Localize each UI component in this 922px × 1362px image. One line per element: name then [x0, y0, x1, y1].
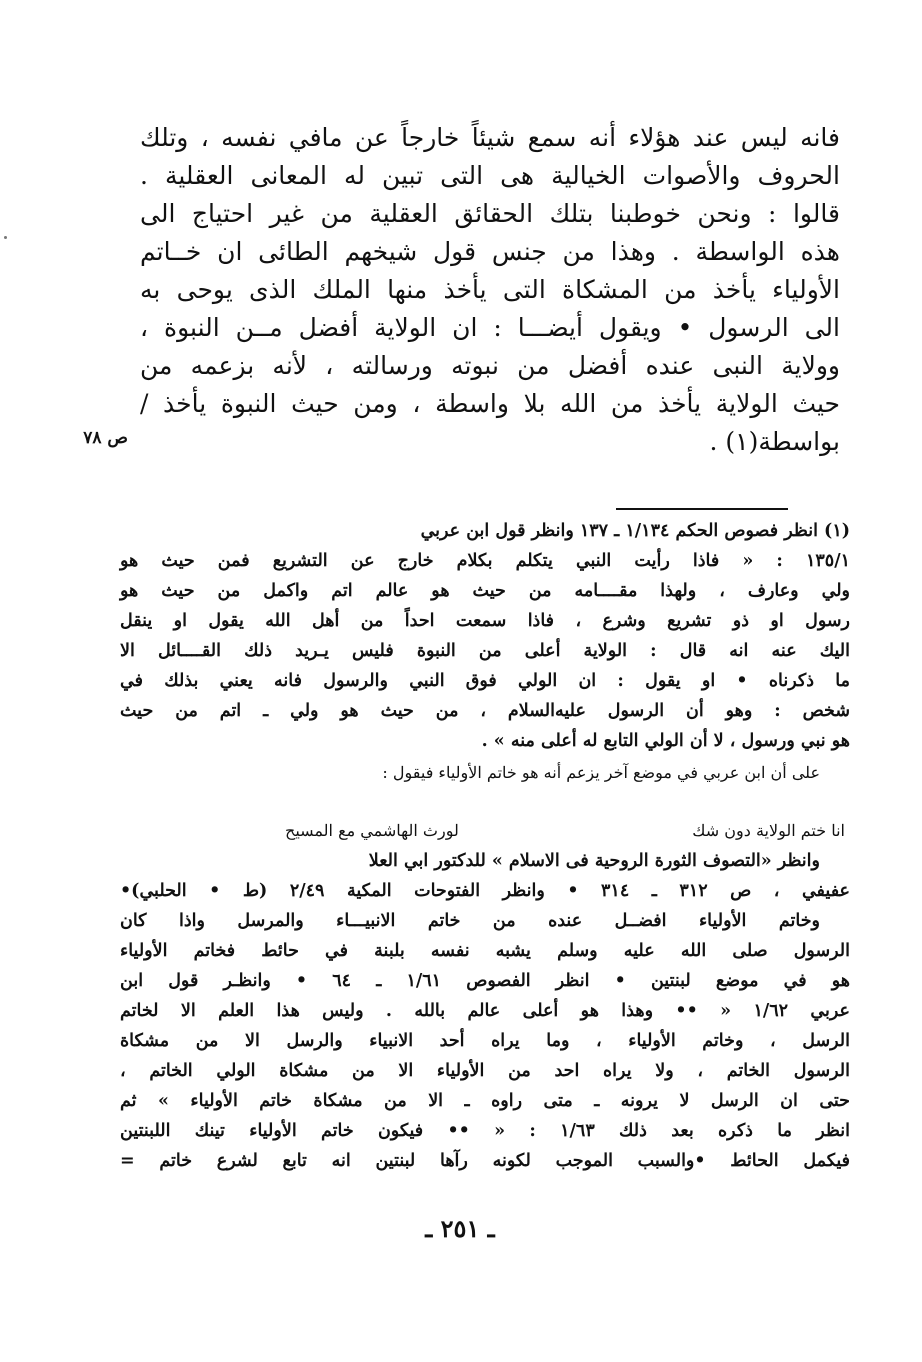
footnote-line: الرسل ، وخاتم الأولياء ، وما يراه أحد الانبياء والرسل الا من مشكاة	[120, 1031, 850, 1051]
main-line: فانه ليس عند هؤلاء أنه سمع شيئاً خارجاً عن مافي نفسه ، وتلك	[140, 123, 840, 152]
scan-speck	[4, 236, 7, 239]
poem-verse	[285, 816, 845, 846]
footnote-line: شخص : وهو أن الرسول عليه‌السلام ، من حيث هو ولي ـ اتم من حيث	[120, 701, 850, 721]
footnote-line: الرسول صلى الله عليه وسلم يشبه نفسه بلبنة في حائط فخاتم الأولياء	[120, 941, 850, 961]
footnote-separator	[616, 508, 788, 510]
main-line: قالوا : ونحن خوطبنا بتلك الحقائق العقلية من غير احتياج الى	[140, 199, 840, 228]
main-line: الى الرسول • ويقول أيضـــا : ان الولاية أفضل مــن النبوة ،	[140, 313, 840, 342]
footnote-line: وانظر «التصوف الثورة الروحية فى الاسلام » للدكتور ابي العلا	[368, 851, 820, 871]
footnote-line: ١٣٥/١ : « فاذا رأيت النبي يتكلم بكلام خارج عن التشريع فمن حيث هو	[120, 551, 850, 571]
main-line: الأولياء يأخذ من المشكاة التى يأخذ منها الملك الذى يوحى به	[140, 275, 840, 304]
main-line: حيث الولاية يأخذ من الله بلا واسطة ، ومن حيث النبوة يأخذ /	[140, 389, 840, 418]
footnote-line: رسول او ذو تشريع وشرع ، فاذا سمعت احداً من أهل الله يقول او ينقل	[120, 611, 850, 631]
poem-first-hemistich: انا ختم الولاية دون شك	[692, 821, 845, 840]
footnote-line: عفيفي ، ص ٣١٢ ـ ٣١٤ • وانظر الفتوحات المكية ٢/٤٩ (ط • الحلبي)•	[120, 881, 850, 901]
footnote-line: ولي وعارف ، ولهذا مقــــامه من حيث هو عالم اتم واكمل من حيث هو	[120, 581, 850, 601]
footnote-line: اليك عنه انه قال : الولاية أعلى من النبوة فليس يـريد ذلك القــــائل الا	[120, 641, 850, 661]
footnote-line: انظر ما ذكره بعد ذلك ١/٦٣ : « •• فيكون خاتم الأولياء تينك اللبنتين	[120, 1121, 850, 1141]
main-line: بواسطة(١) .	[709, 427, 840, 456]
footnote-line: على أن ابن عربي في موضع آخر يزعم أنه هو خاتم الأولياء فيقول :	[382, 763, 820, 782]
page-number: ـ ٢٥١ ـ	[425, 1214, 495, 1243]
main-line: هذه الواسطة . وهذا من جنس قول شيخهم الطائى ان خــاتم	[140, 237, 840, 266]
main-line: الحروف والأصوات الخيالية هى التى تبين له المعانى العقلية .	[140, 161, 840, 190]
footnote-line: هو في موضع لبنتين • انظر الفصوص ١/٦١ ـ ٦٤ • وانظـر قول ابن	[120, 971, 850, 991]
footnote-line: الرسول الخاتم ، ولا يراه احد من الأولياء الا من مشكاة الولي الخاتم ،	[120, 1061, 850, 1081]
poem-second-hemistich: لورث الهاشمي مع المسيح	[285, 821, 459, 840]
footnote-line: فيكمل الحائط •والسبب الموجب لكونه رآها لبنتين انه تابع لشرع خاتم =	[120, 1151, 850, 1171]
footnote-line: وخاتم الأولياء افضــل عنده من خاتم الانبيـــاء والمرسل واذا كان	[120, 911, 820, 931]
footnote-line: ما ذكرناه • او يقول : ان الولي فوق النبي والرسول فانه يعني بذلك في	[120, 671, 850, 691]
margin-page-reference: ص ٧٨	[83, 428, 128, 448]
footnote-line: هو نبي ورسول ، لا أن الولي التابع له أعلى منه » .	[481, 731, 850, 751]
footnote-line: حتى ان الرسل لا يرونه ـ متى راوه ـ الا من مشكاة خاتم الأولياء » ثم	[120, 1091, 850, 1111]
main-line: وولاية النبى عنده أفضل من نبوته ورسالته ، لأنه بزعمه من	[140, 351, 840, 380]
footnote-line: (١) انظر فصوص الحكم ١/١٣٤ ـ ١٣٧ وانظر قول ابن عربي	[420, 521, 850, 541]
footnote-line: عربي ١/٦٢ « •• وهذا هو أعلى عالم بالله . وليس هذا العلم الا لخاتم	[120, 1001, 850, 1021]
